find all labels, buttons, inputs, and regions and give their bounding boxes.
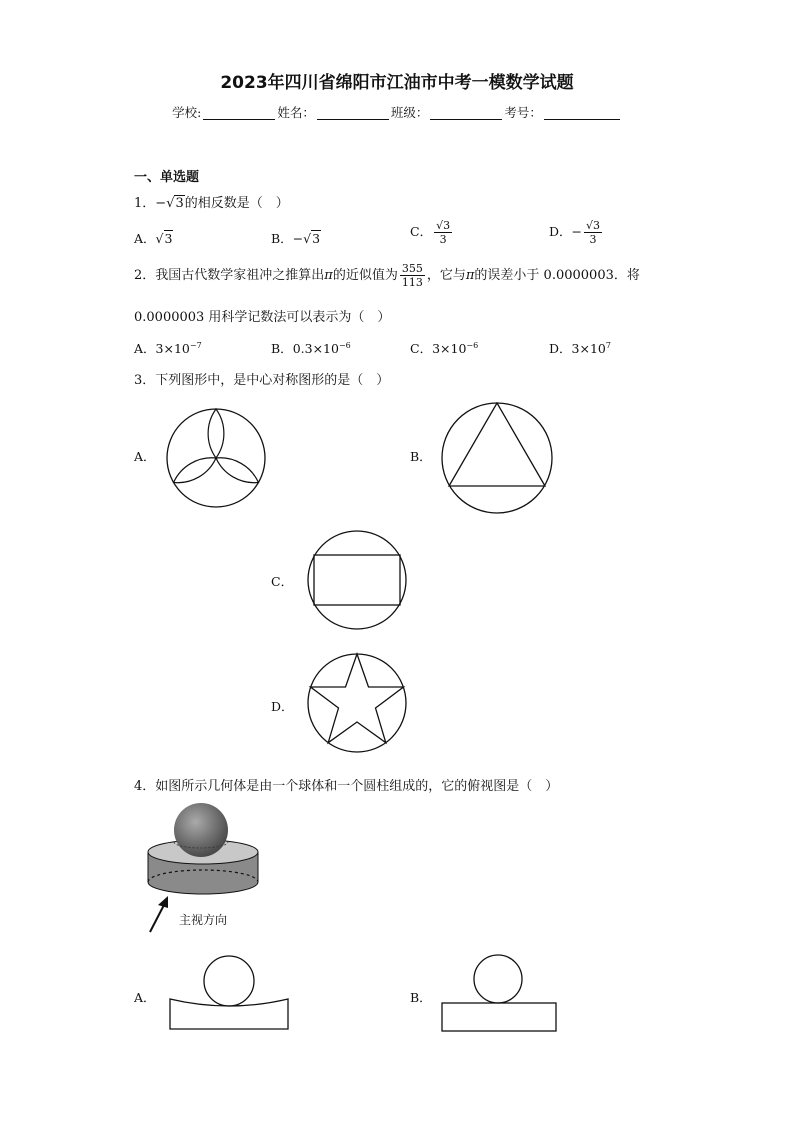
question-text: 的相反数是（ ） [184, 196, 289, 211]
section-title: 一、单选题 [134, 170, 200, 185]
question-2-stem [134, 262, 640, 289]
minus-sign: − [571, 224, 583, 239]
question-1-stem [134, 192, 289, 211]
q1-option-b[interactable] [271, 229, 321, 247]
option-label: D． [549, 224, 572, 239]
sqrt-symbol: √3 [303, 231, 321, 246]
q4-option-a-label[interactable]: A． [134, 990, 156, 1005]
q2-option-a[interactable] [134, 339, 202, 357]
q2-option-b[interactable] [271, 339, 351, 357]
fraction-numerator: √3 [436, 219, 451, 232]
question-3-stem: 3．下列图形中，是中心对称图形的是（ ） [134, 373, 390, 388]
option-label: B． [271, 341, 293, 356]
sqrt-symbol: √3 [155, 231, 173, 246]
fraction-denominator: 113 [401, 276, 423, 289]
option-label: D． [549, 341, 572, 356]
minus-sign: − [292, 231, 304, 246]
q3-option-c-label[interactable]: C． [271, 574, 294, 589]
school-label: 学校: [172, 105, 202, 120]
fraction-denominator: 3 [589, 233, 597, 246]
question-text: ，它与 [426, 268, 466, 283]
option-value: 3×10 [432, 341, 467, 356]
exponent: 7 [605, 340, 611, 350]
fraction [400, 262, 425, 289]
name-blank [317, 106, 389, 120]
exam-no-blank [544, 106, 620, 120]
q3-option-d-label[interactable]: D． [271, 699, 294, 714]
q1-option-d[interactable] [549, 219, 604, 246]
student-info-line [0, 103, 794, 121]
option-label: C． [410, 224, 433, 239]
question-2-stem-line2: 0.0000003 用科学记数法可以表示为（ ） [134, 310, 391, 325]
option-label: A． [134, 231, 156, 246]
exponent: −6 [466, 340, 479, 350]
q3-option-b-label[interactable]: B． [410, 449, 432, 464]
q3-figure-d-star-in-circle [307, 653, 407, 753]
option-label: B． [271, 231, 293, 246]
question-4-stem: 4．如图所示几何体是由一个球体和一个圆柱组成的，它的俯视图是（ ） [134, 779, 559, 794]
minus-sign: − [155, 196, 167, 211]
option-value: 0.3×10 [292, 341, 339, 356]
question-text: 的近似值为 [332, 268, 398, 283]
option-label: C． [410, 341, 433, 356]
exam-no-label: 考号： [504, 105, 542, 120]
option-value: 3×10 [571, 341, 606, 356]
question-text: 我国古代数学家祖冲之推算出 [155, 268, 325, 283]
q4-figure-b-circle-on-rectangle [441, 955, 559, 1035]
fraction-denominator: 3 [439, 233, 447, 246]
pi-symbol: π [465, 268, 475, 283]
exponent: −7 [189, 340, 202, 350]
class-label: 班级： [390, 105, 429, 120]
fraction [584, 219, 602, 246]
fraction-numerator: 355 [401, 262, 423, 275]
radicand: 3 [312, 231, 321, 246]
option-value: 3×10 [155, 341, 190, 356]
radicand: 3 [175, 196, 184, 211]
name-label: 姓名： [277, 105, 315, 120]
fraction [434, 219, 452, 246]
school-blank [203, 106, 275, 120]
q4-option-b-label[interactable]: B． [410, 990, 432, 1005]
q2-option-c[interactable] [410, 339, 478, 357]
pi-symbol: π [324, 268, 333, 283]
option-label: A． [134, 341, 156, 356]
radicand: 3 [443, 219, 451, 232]
class-blank [430, 106, 502, 120]
q3-figure-b-triangle-in-circle [441, 402, 553, 514]
q3-option-a-label[interactable]: A． [134, 449, 156, 464]
exponent: −6 [338, 340, 351, 350]
question-text: 的误差小于 0.0000003．将 [474, 268, 640, 283]
q4-figure-a-circle-on-curved-base [168, 955, 292, 1035]
q2-option-d[interactable] [549, 339, 611, 357]
question-number: 1． [134, 196, 156, 211]
fraction-numerator: √3 [586, 219, 601, 232]
radicand: 3 [593, 219, 601, 232]
radicand: 3 [164, 231, 173, 246]
q3-figure-c-rectangle-in-circle [307, 530, 407, 630]
view-direction-label: 主视方向 [179, 913, 228, 927]
question-number: 2． [134, 268, 156, 283]
q1-option-a[interactable] [134, 229, 173, 247]
exam-title: 2023年四川省绵阳市江油市中考一模数学试题 [220, 73, 574, 93]
q1-option-c[interactable] [410, 219, 454, 246]
sqrt-symbol: √3 [166, 196, 184, 211]
q3-figure-a-three-arcs-circle [165, 408, 267, 508]
